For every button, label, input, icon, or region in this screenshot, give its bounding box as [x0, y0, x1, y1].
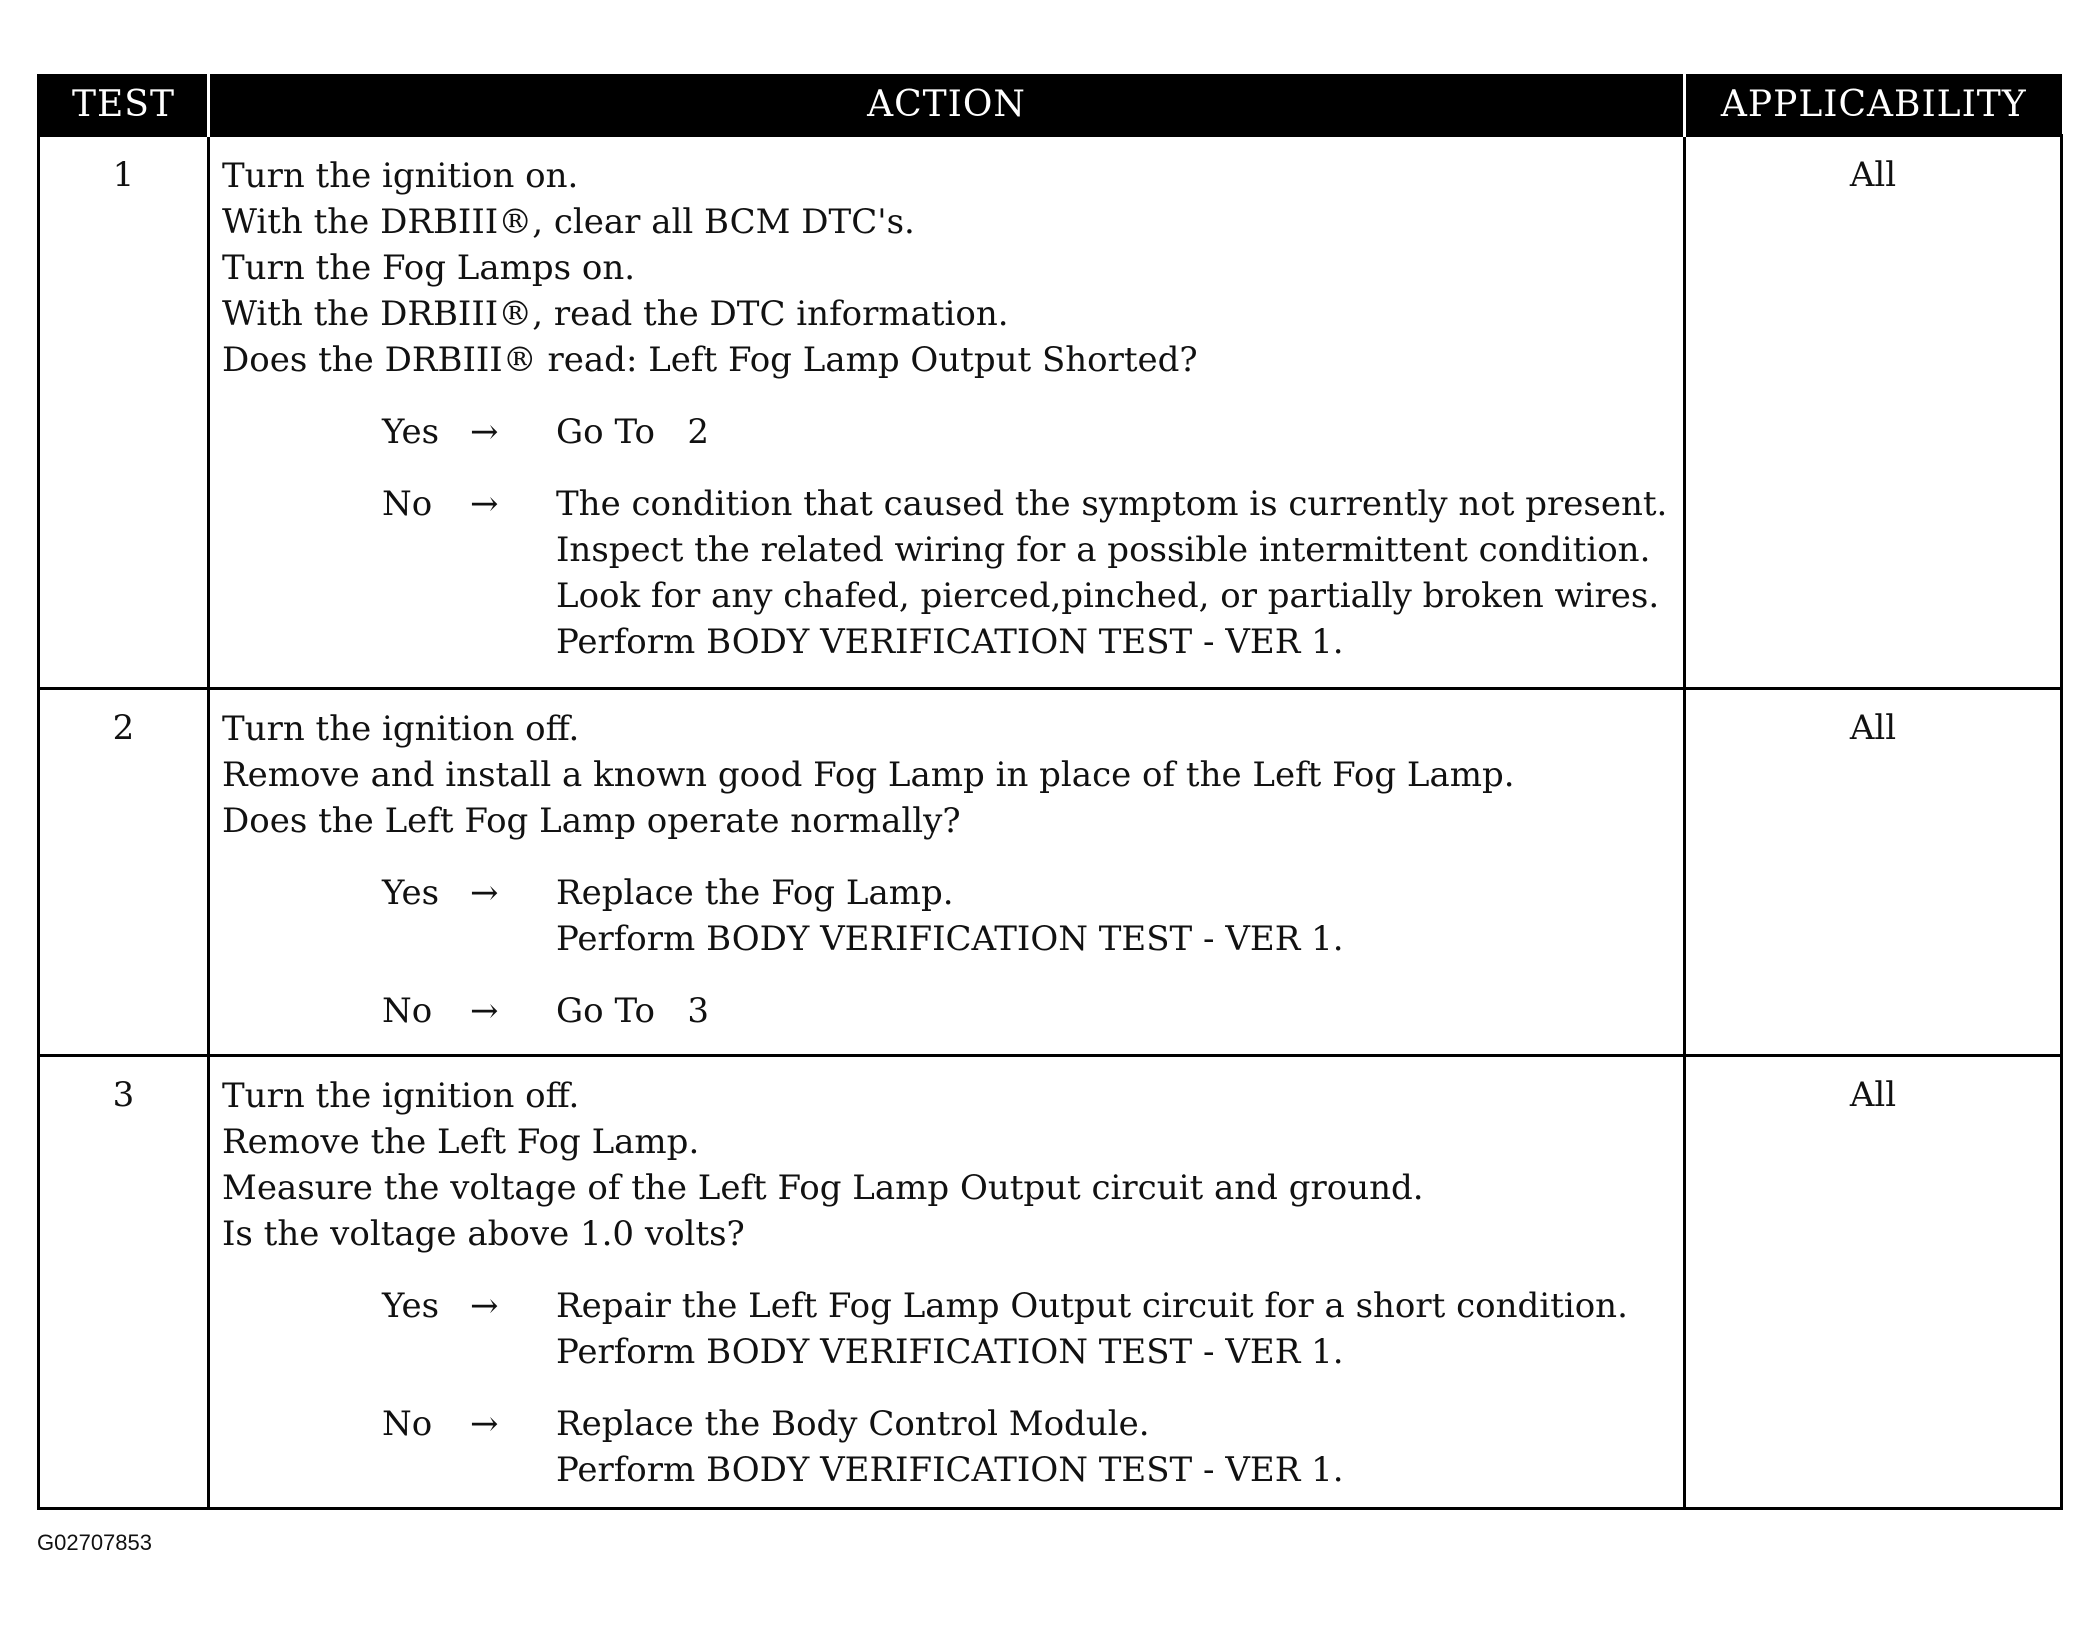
step: Remove the Left Fog Lamp. — [222, 1122, 700, 1162]
arrow-icon: → — [470, 412, 499, 452]
step: Turn the ignition on. — [222, 156, 579, 196]
result-line: The condition that caused the symptom is currently not present. — [556, 484, 1668, 524]
applicability-cell: All — [1685, 689, 2062, 1056]
result-line: Inspect the related wiring for a possible intermittent condition. — [556, 530, 1651, 570]
result-line: Replace the Body Control Module. — [556, 1404, 1150, 1444]
step: With the DRBIII®, clear all BCM DTC's. — [222, 202, 915, 242]
step: Does the Left Fog Lamp operate normally? — [222, 801, 961, 841]
diagnostic-table — [37, 74, 2063, 1510]
step: With the DRBIII®, read the DTC information. — [222, 294, 1009, 334]
step: Turn the ignition off. — [222, 709, 580, 749]
yes-branch — [222, 409, 1673, 455]
table-row — [39, 136, 2062, 689]
action-cell — [209, 136, 1685, 689]
yes-branch — [222, 870, 1673, 962]
result-line: Replace the Fog Lamp. — [556, 873, 954, 913]
no-branch — [222, 481, 1673, 665]
arrow-icon: → — [470, 1286, 499, 1326]
step: Remove and install a known good Fog Lamp in place of the Left Fog Lamp. — [222, 755, 1515, 795]
result-line: Perform BODY VERIFICATION TEST - VER 1. — [556, 1332, 1344, 1372]
header-action: ACTION — [209, 74, 1685, 136]
no-branch — [222, 988, 1673, 1034]
figure-id: G02707853 — [37, 1530, 152, 1555]
no-label: No — [382, 991, 433, 1031]
yes-label: Yes — [382, 1286, 440, 1326]
test-number: 3 — [39, 1056, 209, 1509]
yes-result — [556, 409, 1673, 455]
header-applicability: APPLICABILITY — [1685, 74, 2062, 136]
step: Turn the Fog Lamps on. — [222, 248, 636, 288]
table-body — [39, 136, 2062, 1509]
arrow-icon: → — [470, 484, 499, 524]
action-cell — [209, 689, 1685, 1056]
result-line: Go To 3 — [556, 991, 709, 1031]
step: Measure the voltage of the Left Fog Lamp Output circuit and ground. — [222, 1168, 1424, 1208]
yes-label: Yes — [382, 873, 440, 913]
arrow-icon: → — [470, 1404, 499, 1444]
header-test: TEST — [39, 74, 209, 136]
applicability-cell: All — [1685, 1056, 2062, 1509]
diagnostic-procedure — [37, 74, 2060, 1510]
no-label: No — [382, 484, 433, 524]
no-result — [556, 481, 1673, 665]
table-row — [39, 689, 2062, 1056]
result-line: Look for any chafed, pierced,pinched, or partially broken wires. — [556, 576, 1660, 616]
no-label: No — [382, 1404, 433, 1444]
yes-branch — [222, 1283, 1673, 1375]
result-line: Go To 2 — [556, 412, 709, 452]
yes-result — [556, 1283, 1673, 1375]
no-branch — [222, 1401, 1673, 1493]
test-number: 2 — [39, 689, 209, 1056]
step: Turn the ignition off. — [222, 1076, 580, 1116]
header-row — [39, 74, 2062, 136]
step: Is the voltage above 1.0 volts? — [222, 1214, 745, 1254]
arrow-icon: → — [470, 991, 499, 1031]
no-result — [556, 988, 1673, 1034]
result-line: Repair the Left Fog Lamp Output circuit for a short condition. — [556, 1286, 1628, 1326]
result-line: Perform BODY VERIFICATION TEST - VER 1. — [556, 919, 1344, 959]
no-result — [556, 1401, 1673, 1493]
result-line: Perform BODY VERIFICATION TEST - VER 1. — [556, 622, 1344, 662]
result-line: Perform BODY VERIFICATION TEST - VER 1. — [556, 1450, 1344, 1490]
arrow-icon: → — [470, 873, 499, 913]
applicability-cell: All — [1685, 136, 2062, 689]
test-number: 1 — [39, 136, 209, 689]
step: Does the DRBIII® read: Left Fog Lamp Output Shorted? — [222, 340, 1198, 380]
action-cell — [209, 1056, 1685, 1509]
yes-result — [556, 870, 1673, 962]
table-row — [39, 1056, 2062, 1509]
yes-label: Yes — [382, 412, 440, 452]
